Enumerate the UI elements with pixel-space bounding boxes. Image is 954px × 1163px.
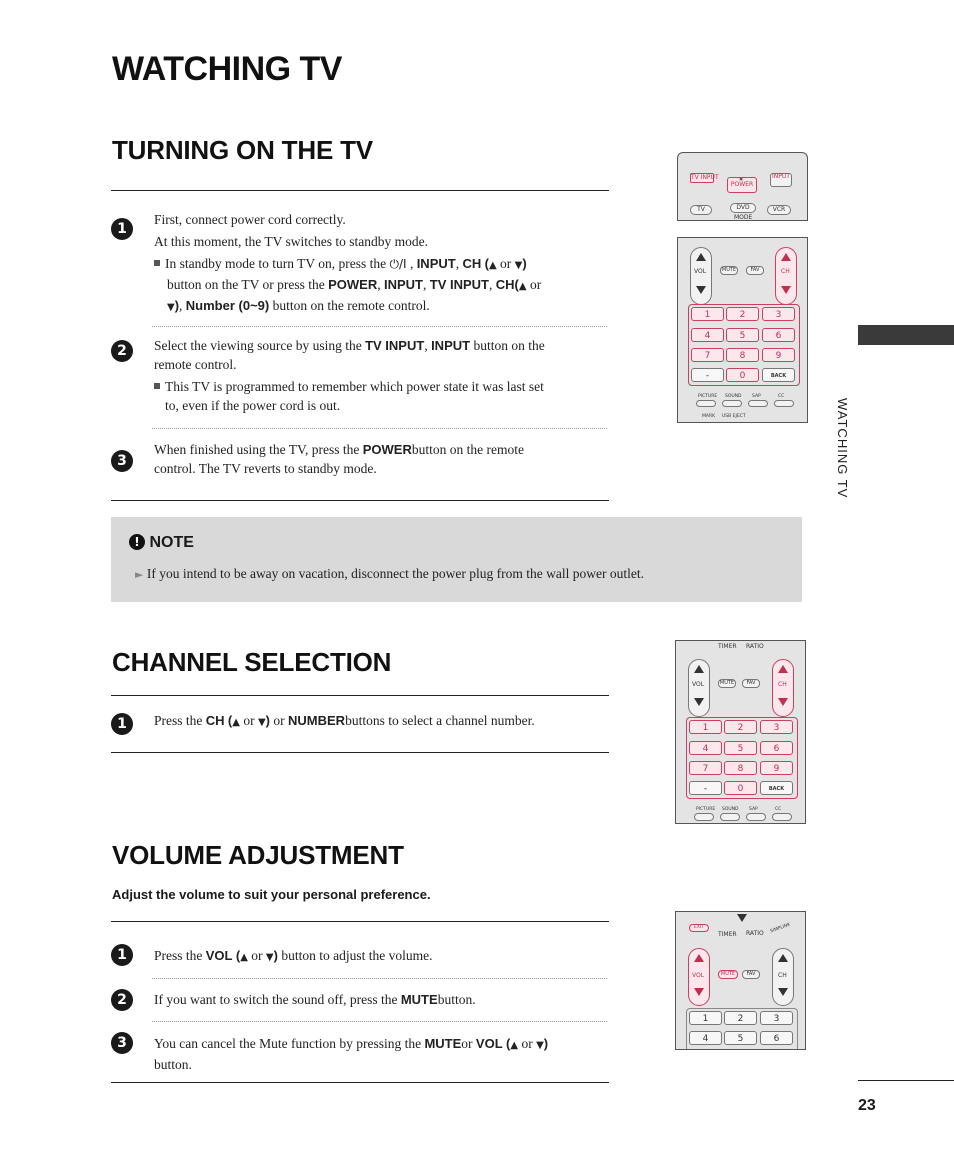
bullet-icon (154, 383, 160, 389)
power-button: POWER (727, 177, 757, 193)
page-title: WATCHING TV (112, 50, 342, 88)
footer-rule (858, 1080, 954, 1081)
fav-button: FAV (746, 266, 764, 275)
dotted-divider (152, 1021, 607, 1022)
vol-up-icon (694, 954, 704, 962)
vol-up-icon (694, 665, 704, 673)
section-rule (111, 752, 609, 753)
remote-illustration-channel: TIMER RATIO VOL MUTE FAV CH 1 2 3 4 5 6 7 8 9 - 0 BACK PICTURE SOUND SAP CC (675, 640, 806, 824)
vol-down-icon (694, 988, 704, 996)
mode-vcr-button: VCR (767, 205, 791, 215)
remote-illustration-keypad: VOL MUTE FAV CH 1 2 3 4 5 6 7 8 9 - 0 BACK PICTURE SOUND SAP CC MARK USB EJECT (677, 237, 808, 423)
turning-on-step-2: Select the viewing source by using the TV INPUT, INPUT button on the remote control. This TV is programmed to remember which power state it was last set to, even if the power cord is out. (154, 338, 545, 413)
arrow-icon: ► (135, 568, 144, 581)
warning-icon: ! (129, 534, 145, 550)
remote-illustration-top: TV INPUT POWER ● INPUT TV DVD MODE VCR (677, 152, 808, 221)
channel-step-1: Press the CH (▲ or ▼) or NUMBERbuttons to select a channel number. (154, 713, 535, 728)
side-tab-bar (858, 325, 954, 345)
section-rule (111, 500, 609, 501)
ch-down-icon (778, 698, 788, 706)
section-rule (111, 695, 609, 696)
down-arrow-icon (737, 914, 747, 922)
input-button: INPUT (770, 173, 792, 187)
ch-up-icon (778, 954, 788, 962)
step-1-line-1: First, connect power cord correctly. (154, 212, 346, 227)
ch-down-icon (778, 988, 788, 996)
note-label: NOTE (149, 534, 194, 551)
step-number-2: 2 (111, 989, 133, 1011)
volume-step-2: If you want to switch the sound off, press the MUTEbutton. (154, 992, 476, 1007)
dotted-divider (152, 326, 607, 327)
channel-selection-heading: CHANNEL SELECTION (112, 647, 392, 677)
volume-adjustment-heading: VOLUME ADJUSTMENT (112, 840, 404, 870)
vol-down-icon (694, 698, 704, 706)
step-1-line-2: At this moment, the TV switches to standby mode. (154, 234, 428, 249)
volume-intro: Adjust the volume to suit your personal preference. (112, 887, 431, 902)
ch-down-icon (781, 286, 791, 294)
ch-up-icon (781, 253, 791, 261)
mute-button: MUTE (721, 267, 737, 273)
step-number-2: 2 (111, 340, 133, 362)
power-led-icon: ● (739, 175, 744, 183)
step-number-3: 3 (111, 1032, 133, 1054)
turning-on-step-3: When finished using the TV, press the POWERbutton on the remote control. The TV reverts to standby mode. (154, 442, 524, 476)
side-tab-label: WATCHING TV (835, 398, 850, 499)
step-number-1: 1 (111, 713, 133, 735)
mode-dvd-button: DVD (730, 203, 756, 213)
mode-tv-button: TV (690, 205, 712, 215)
page-number: 23 (858, 1097, 876, 1114)
section-rule (111, 1082, 609, 1083)
section-rule (111, 921, 609, 922)
power-symbol-icon: ⏻/I (389, 257, 407, 271)
note-box (111, 517, 802, 602)
turning-on-step-1: First, connect power cord correctly. At this moment, the TV switches to standby mode. In standby mode to turn TV on, press the ⏻/I , INPUT, CH (▲ or ▼) button on the TV or press the POWER, INPUT, TV INPUT, CH(▲ or ▼), Number (0~9) button on the remote control. (154, 210, 609, 317)
vol-down-icon (696, 286, 706, 294)
volume-step-1: Press the VOL (▲ or ▼) button to adjust the volume. (154, 948, 433, 963)
dotted-divider (152, 428, 607, 429)
step-number-1: 1 (111, 218, 133, 240)
remote-illustration-volume: EXIT TIMER RATIO SIMPLINK VOL MUTE FAV CH 1 2 3 4 5 6 (675, 911, 806, 1050)
mute-button: MUTE (718, 970, 738, 979)
step-number-1: 1 (111, 944, 133, 966)
step-number-3: 3 (111, 450, 133, 472)
vol-up-icon (696, 253, 706, 261)
bullet-icon (154, 260, 160, 266)
ch-up-icon (778, 665, 788, 673)
volume-step-3: You can cancel the Mute function by pressing the MUTEor VOL (▲ or ▼) button. (154, 1036, 549, 1072)
dotted-divider (152, 978, 607, 979)
turning-on-heading: TURNING ON THE TV (112, 135, 373, 165)
section-rule (111, 190, 609, 191)
note-text: ► If you intend to be away on vacation, disconnect the power plug from the wall power outlet. (135, 566, 644, 581)
